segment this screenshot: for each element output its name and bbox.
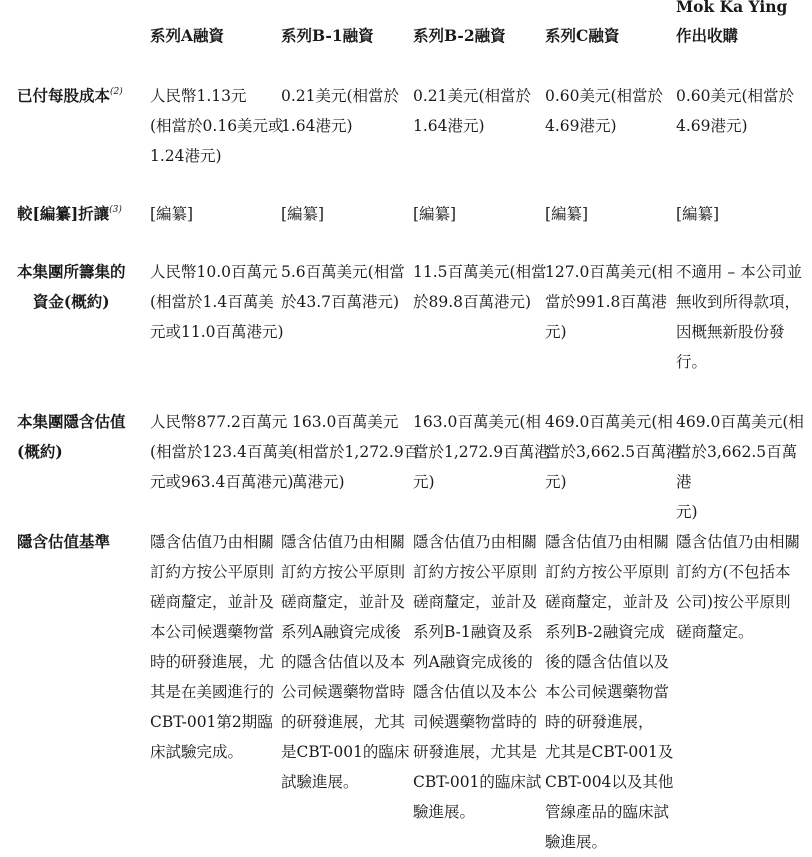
row-label-discount: 較[編纂]折讓$^{(3)}$	[17, 204, 122, 223]
cell-funds-series-b1: 5.6百萬美元(相當 於43.7百萬港元)	[281, 263, 405, 311]
cell-valuation-series-b2: 163.0百萬美元(相 當於1,272.9百萬港 元)	[413, 413, 550, 491]
header-series-b1: 系列B-1融資	[281, 26, 374, 45]
cell-cost-series-c: 0.60美元(相當於 4.69港元)	[545, 87, 664, 135]
cell-discount-series-c: [編纂]	[545, 205, 589, 223]
cell-cost-series-a: 人民幣1.13元 (相當於0.16美元或 1.24港元)	[150, 87, 284, 165]
row-label-cost-per-share: 已付每股成本$^{(2)}$	[17, 86, 123, 105]
cell-discount-series-b2: [編纂]	[413, 205, 457, 223]
cell-funds-series-a: 人民幣10.0百萬元 (相當於1.4百萬美 元或11.0百萬港元)	[150, 263, 284, 341]
cell-valuation-series-b1: 163.0百萬美元 (相當於1,272.9百 萬港元)	[292, 413, 420, 491]
cell-basis-series-b2: 隱含估值乃由相關 訂約方按公平原則 磋商釐定，並計及 系列B-1融資及系 列A融資完成後的 隱含估值以及本公 司候選藥物當時的 研發進展，尤其是 CBT-001的臨床試 驗進展。	[413, 533, 542, 821]
row-label-funds-raised: 本集團所籌集的 資金(概約)	[17, 262, 126, 311]
cell-discount-series-b1: [編纂]	[281, 205, 325, 223]
header-mok-ka-ying-line2: 作出收購	[676, 26, 739, 45]
footnote-ref-2: (2)	[110, 87, 123, 97]
cell-funds-series-b2: 11.5百萬美元(相當 於89.8百萬港元)	[413, 263, 547, 311]
cell-funds-series-c: 127.0百萬美元(相 當於991.8百萬港 元)	[545, 263, 673, 341]
cell-cost-series-b1: 0.21美元(相當於 1.64港元)	[281, 87, 400, 135]
footnote-ref-3: (3)	[109, 205, 122, 215]
cell-discount-mok-ka-ying: [編纂]	[676, 205, 720, 223]
header-mok-ka-ying-line1: Mok Ka Ying	[676, 0, 788, 16]
cell-valuation-series-c: 469.0百萬美元(相 當於3,662.5百萬港 元)	[545, 413, 682, 491]
cell-basis-series-a: 隱含估值乃由相關 訂約方按公平原則 磋商釐定，並計及 本公司候選藥物當 時的研發進展，尤 其是在美國進行的 CBT-001第2期臨 床試驗完成。	[150, 533, 275, 761]
cell-cost-mok-ka-ying: 0.60美元(相當於 4.69港元)	[676, 87, 795, 135]
header-series-b2: 系列B-2融資	[413, 26, 506, 45]
header-series-c: 系列C融資	[545, 26, 620, 45]
cell-basis-series-b1: 隱含估值乃由相關 訂約方按公平原則 磋商釐定，並計及 系列A融資完成後 的隱含估值以及本 公司候選藥物當時 的研發進展，尤其 是CBT-001的臨床 試驗進展。	[281, 533, 410, 791]
cell-valuation-mok-ka-ying: 469.0百萬美元(相 當於3,662.5百萬港 元)	[676, 413, 804, 521]
cell-basis-mok-ka-ying: 隱含估值乃由相關 訂約方(不包括本 公司)按公平原則 磋商釐定。	[676, 533, 801, 641]
header-series-a: 系列A融資	[150, 26, 225, 45]
row-label-valuation-basis: 隱含估值基準	[17, 532, 111, 551]
cell-discount-series-a: [編纂]	[150, 205, 194, 223]
row-label-implied-valuation: 本集團隱含估值 (概約)	[17, 412, 126, 461]
cell-cost-series-b2: 0.21美元(相當於 1.64港元)	[413, 87, 532, 135]
cell-funds-mok-ka-ying: 不適用 – 本公司並 無收到所得款項， 因概無新股份發 行。	[676, 263, 803, 371]
cell-valuation-series-a: 人民幣877.2百萬元 (相當於123.4百萬美 元或963.4百萬港元)	[150, 413, 294, 491]
cell-basis-series-c: 隱含估值乃由相關 訂約方按公平原則 磋商釐定，並計及 系列B-2融資完成 後的隱含估值以及 本公司候選藥物當 時的研發進展， 尤其是CBT-001及 CBT-004以及其他 管線產品的臨床試 驗進展。	[545, 533, 674, 851]
